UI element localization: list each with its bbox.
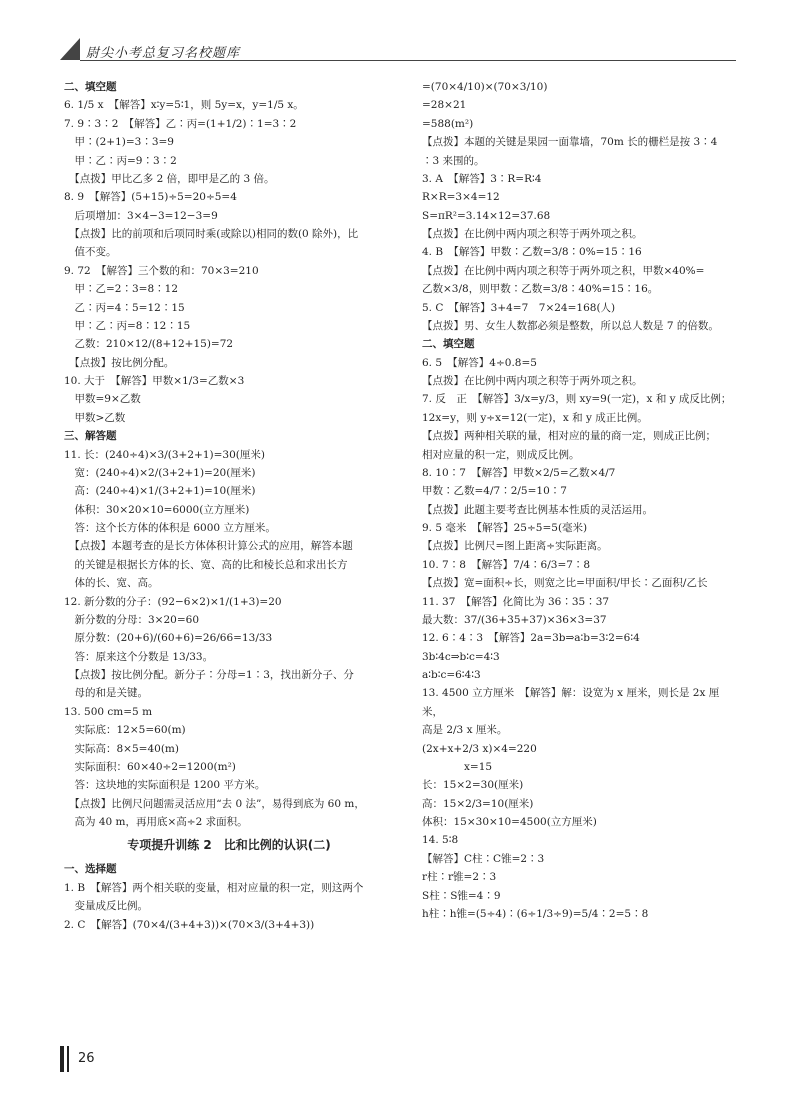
section-heading: 二、填空题: [422, 338, 475, 351]
text-line: 实际面积：60×40÷2=1200(m²): [64, 760, 236, 773]
text-line: 【点拨】比例尺=图上距离÷实际距离。: [422, 540, 608, 553]
text-line: 13. 4500 立方厘米 【解答】解：设宽为 x 厘米，则长是 2x 厘米，: [422, 687, 720, 718]
text-line: 【点拨】本题考查的是长方体体积计算公式的应用，解答本题: [64, 540, 353, 553]
text-line: 【点拨】在比例中两内项之积等于两外项之积。: [422, 228, 643, 240]
text-line: 甲数>乙数: [64, 411, 126, 424]
text-line: 高为 40 m，再用底×高÷2 求面积。: [64, 816, 248, 828]
text-line: 答：这个长方体的体积是 6000 立方厘米。: [64, 522, 276, 534]
text-line: x=15: [422, 760, 493, 773]
text-line: 体积：15×30×10=4500(立方厘米): [422, 816, 597, 828]
text-line: 10. 大于 【解答】甲数×1/3=乙数×3: [64, 375, 245, 387]
page-header: [60, 38, 736, 64]
text-line: 14. 5∶8: [422, 834, 459, 847]
section-heading: 一、选择题: [64, 863, 117, 876]
text-line: 【点拨】本题的关键是果园一面靠墙，70m 长的栅栏是按 3∶4: [422, 136, 718, 149]
text-line: 答：原来这个分数是 13/33。: [64, 650, 214, 663]
text-line: 相对应量的积一定，则成反比例。: [422, 448, 580, 461]
text-line: 3. A 【解答】3∶R=R∶4: [422, 172, 542, 185]
text-line: a∶b∶c=6∶4∶3: [422, 669, 481, 681]
text-line: 的关键是根据长方体的长、宽、高的比和棱长总和求出长方: [64, 558, 348, 571]
text-line: 11. 长：(240÷4)×3/(3+2+1)=30(厘米): [64, 448, 265, 461]
text-line: 【点拨】按比例分配。: [64, 356, 175, 369]
text-line: 高：(240÷4)×1/(3+2+1)=10(厘米): [64, 485, 256, 498]
text-line: 实际高：8×5=40(m): [64, 742, 179, 755]
text-line: 宽：(240÷4)×2/(3+2+1)=20(厘米): [64, 466, 256, 479]
text-line: 10. 7∶8 【解答】7/4∶6/3=7∶8: [422, 558, 591, 571]
text-line: 【点拨】宽=面积÷长，则宽之比=甲面积/甲长∶乙面积/乙长: [422, 577, 708, 590]
text-line: 后项增加：3×4−3=12−3=9: [64, 209, 218, 222]
text-line: 6. 5 【解答】4÷0.8=5: [422, 356, 537, 369]
text-line: 长：15×2=30(厘米): [422, 779, 524, 792]
text-line: 乙∶丙=4∶5=12∶15: [64, 301, 185, 314]
text-line: =588(m²): [422, 117, 474, 130]
footer-bar: [67, 1046, 69, 1072]
header-decoration: [60, 38, 80, 60]
text-line: 甲数=9×乙数: [64, 393, 141, 406]
text-line: 值不变。: [64, 246, 117, 259]
text-line: ∶3 来围的。: [422, 154, 485, 167]
text-line: 【点拨】甲比乙多 2 倍，即甲是乙的 3 倍。: [64, 172, 275, 185]
text-line: =28×21: [422, 99, 467, 112]
text-line: 2. C 【解答】(70×4/(3+4+3))×(70×3/(3+4+3)): [64, 918, 315, 931]
text-line: 高是 2/3 x 厘米。: [422, 724, 508, 737]
text-line: 【点拨】在比例中两内项之积等于两外项之积。: [422, 375, 643, 387]
text-line: 新分数的分母：3×20=60: [64, 613, 199, 626]
text-line: 3b∶4c⇒b∶c=4∶3: [422, 650, 500, 663]
text-line: 【点拨】比的前项和后项同时乘(或除以)相同的数(0 除外)，比: [64, 228, 359, 240]
text-line: 原分数：(20+6)/(60+6)=26/66=13/33: [64, 632, 273, 645]
text-line: 【解答】C柱∶C锥=2∶3: [422, 852, 545, 865]
text-line: 高：15×2/3=10(厘米): [422, 797, 534, 810]
text-line: 【点拨】男、女生人数都必须是整数，所以总人数是 7 的倍数。: [422, 319, 719, 332]
text-line: 8. 10∶7 【解答】甲数×2/5=乙数×4/7: [422, 466, 616, 479]
header-title: 尉尖小考总复习名校题库: [86, 46, 241, 61]
text-line: r柱∶r锥=2∶3: [422, 871, 497, 884]
text-line: 体的长、宽、高。: [64, 577, 159, 590]
text-line: 答：这块地的实际面积是 1200 平方米。: [64, 779, 266, 792]
page-number: 26: [78, 1051, 95, 1066]
text-line: =(70×4/10)×(70×3/10): [422, 81, 548, 93]
text-line: 乙数×3/8，则甲数∶乙数=3/8∶40%=15∶16。: [422, 283, 659, 296]
footer-bar: [60, 1046, 64, 1072]
text-line: 9. 5 毫米 【解答】25÷5=5(毫米): [422, 522, 588, 534]
chapter-title: 专项提升训练 2 比和比例的认识(二): [127, 838, 331, 853]
section-heading: 二、填空题: [64, 81, 117, 93]
text-line: h柱∶h锥=(5÷4)∶(6÷1/3÷9)=5/4∶2=5∶8: [422, 907, 649, 920]
text-line: 4. B 【解答】甲数∶乙数=3/8∶0%=15∶16: [422, 246, 642, 259]
text-line: 【点拨】在比例中两内项之积等于两外项之积，甲数×40%=: [422, 264, 705, 277]
text-line: 变量成反比例。: [64, 900, 148, 913]
text-line: 11. 37 【解答】化简比为 36∶35∶37: [422, 595, 610, 608]
text-line: (2x+x+2/3 x)×4=220: [422, 742, 537, 755]
text-line: 体积：30×20×10=6000(立方厘米): [64, 503, 250, 516]
text-line: 1. B 【解答】两个相关联的变量，相对应量的积一定，则这两个: [64, 881, 364, 894]
text-line: 实际底：12×5=60(m): [64, 724, 186, 737]
text-line: 【点拨】比例尺问题需灵活应用“去 0 法”，易得到底为 60 m，: [64, 797, 365, 810]
text-line: 母的和是关键。: [64, 687, 148, 700]
text-line: 13. 500 cm=5 m: [64, 705, 153, 718]
text-line: 最大数：37/(36+35+37)×36×3=37: [422, 613, 607, 626]
text-line: 甲∶乙∶丙=8∶12∶15: [64, 319, 191, 332]
text-line: 乙数：210×12/(8+12+15)=72: [64, 338, 234, 351]
text-line: 甲∶(2+1)=3∶3=9: [64, 136, 174, 149]
text-line: R×R=3×4=12: [422, 191, 500, 204]
right-column: [422, 78, 740, 923]
text-line: 7. 反 正 【解答】3/x=y/3，则 xy=9(一定)，x 和 y 成反比例；: [422, 393, 732, 406]
text-line: 5. C 【解答】3+4=7 7×24=168(人): [422, 301, 616, 314]
header-rule: [80, 60, 736, 61]
left-column: [64, 78, 394, 934]
text-line: S=πR²=3.14×12=37.68: [422, 209, 551, 222]
text-line: 甲∶乙∶丙=9∶3∶2: [64, 154, 177, 167]
text-line: 甲∶乙=2∶3=8∶12: [64, 283, 178, 296]
text-line: S柱∶S锥=4∶9: [422, 889, 501, 902]
text-line: 8. 9 【解答】(5+15)÷5=20÷5=4: [64, 191, 237, 204]
text-line: 甲数∶乙数=4/7∶2/5=10∶7: [422, 485, 567, 498]
text-line: 【点拨】此题主要考查比例基本性质的灵活运用。: [422, 503, 653, 516]
text-line: 6. 1/5 x 【解答】x∶y=5∶1，则 5y=x，y=1/5 x。: [64, 99, 304, 112]
text-line: 【点拨】两种相关联的量，相对应的量的商一定，则成正比例；: [422, 430, 716, 443]
text-line: 【点拨】按比例分配。新分子∶分母=1∶3，找出新分子、分: [64, 669, 354, 681]
text-line: 12. 6∶4∶3 【解答】2a=3b⇒a∶b=3∶2=6∶4: [422, 632, 640, 645]
text-line: 12x=y，则 y÷x=12(一定)，x 和 y 成正比例。: [422, 411, 648, 424]
text-line: 7. 9∶3∶2 【解答】乙∶丙=(1+1/2)∶1=3∶2: [64, 117, 297, 130]
section-heading: 三、解答题: [64, 430, 117, 443]
text-line: 12. 新分数的分子：(92−6×2)×1/(1+3)=20: [64, 595, 282, 608]
text-line: 9. 72 【解答】三个数的和：70×3=210: [64, 264, 259, 277]
